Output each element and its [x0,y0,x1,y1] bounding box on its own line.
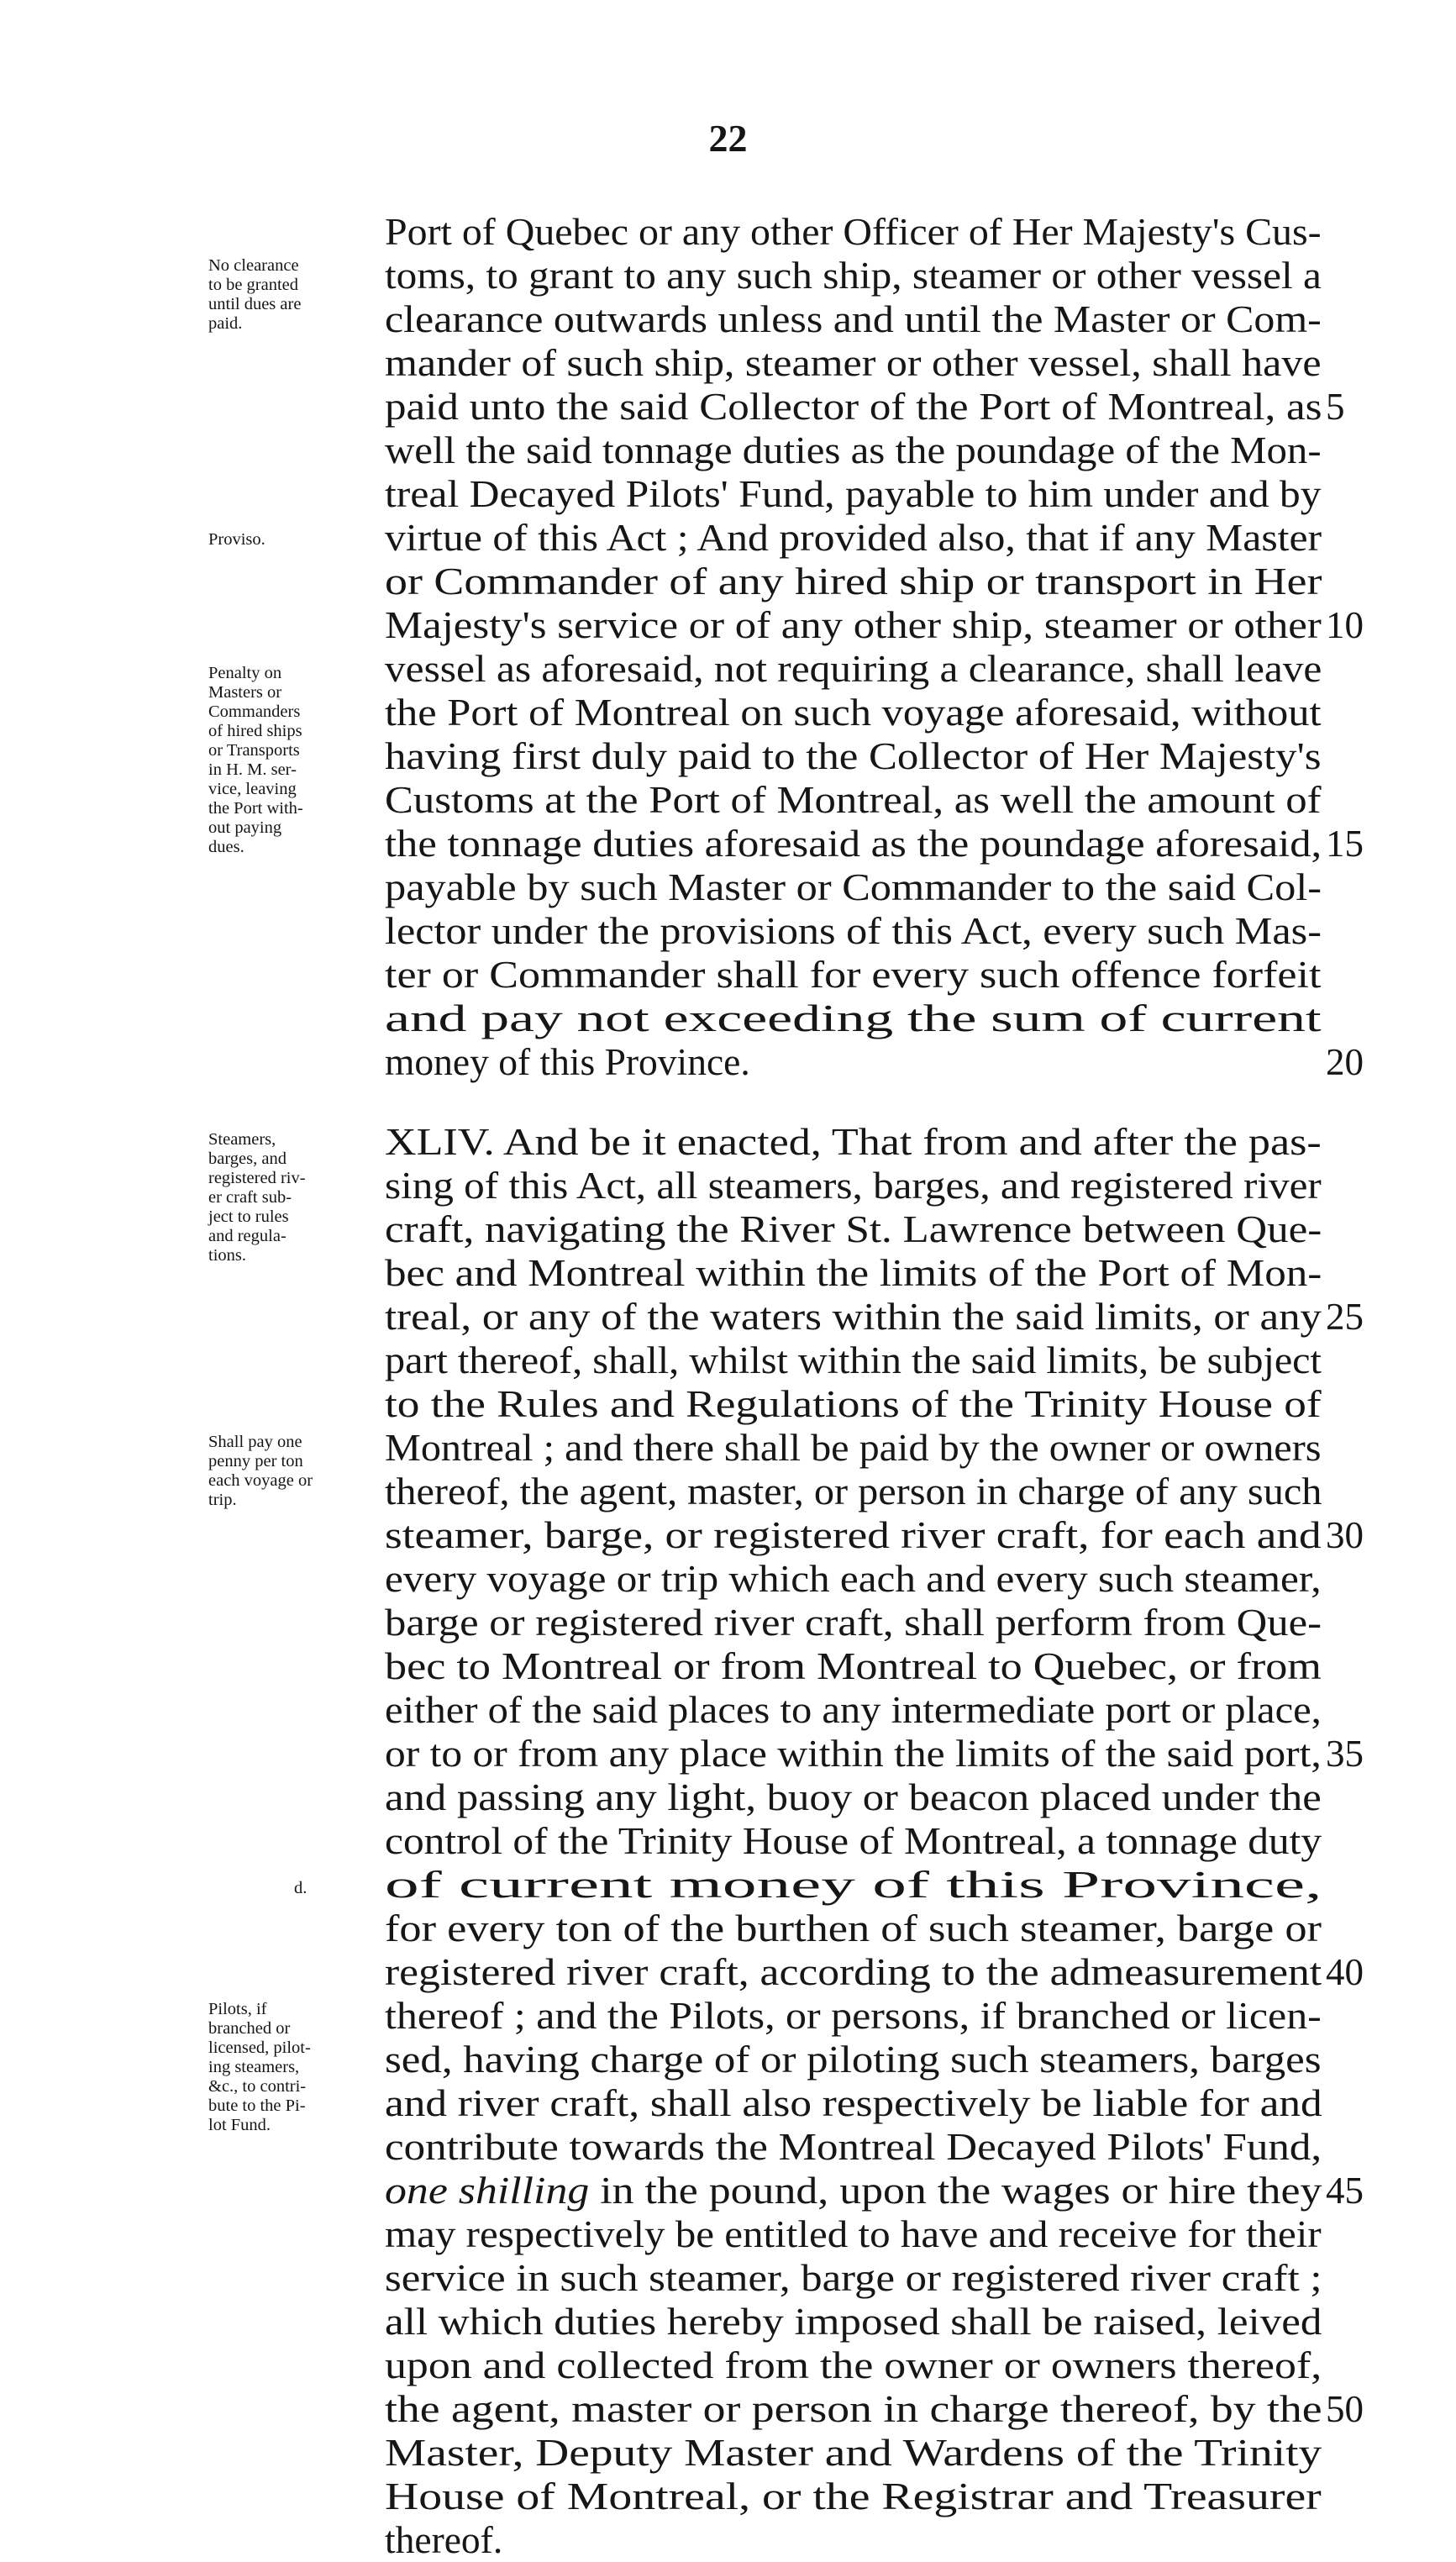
margin-note-line: until dues are [208,295,302,313]
text-line: ter or Commander shall for every such offence forfeit [385,953,1322,996]
margin-note-line: or Transports [208,741,300,760]
text-line: thereof, the agent, master, or person in charge of any such [385,1470,1322,1512]
text-line: Master, Deputy Master and Wardens of the Trinity [385,2431,1322,2474]
line-number: 15 [1326,823,1364,865]
margin-note-line: and regula- [208,1227,286,1245]
text-line: XLIV. And be it enacted, That from and after the pas- [385,1120,1322,1163]
margin-note-line: er craft sub- [208,1188,292,1207]
text-line: sing of this Act, all steamers, barges, and registered river [385,1164,1322,1207]
text-line: every voyage or trip which each and every such steamer, [385,1557,1322,1600]
text-line: and pay not exceeding the sum of current [385,997,1322,1039]
margin-note-line: Commanders [208,702,301,721]
margin-note-line: barges, and [208,1149,286,1168]
margin-note-line: of hired ships [208,722,302,740]
line-number: 50 [1326,2388,1364,2430]
text-line: vessel as aforesaid, not requiring a clearance, shall leave [385,647,1322,690]
margin-note-line: No clearance [208,256,299,275]
text-line: or Commander of any hired ship or transport in Her [385,560,1322,602]
margin-note-line: licensed, pilot- [208,2039,311,2057]
text-line: bec to Montreal or from Montreal to Quebec, or from [385,1644,1322,1687]
margin-note-line: paid. [208,314,243,333]
text-line: upon and collected from the owner or owners thereof, [385,2344,1322,2386]
margin-note-line: branched or [208,2019,291,2038]
margin-note-line: Penalty on [208,664,282,682]
margin-note-line: to be granted [208,276,299,294]
text-line: registered river craft, according to the admeasurement [385,1950,1322,1993]
margin-note-line: penny per ton [208,1452,303,1470]
text-line: part thereof, shall, whilst within the said limits, be subject [385,1339,1322,1381]
margin-note-line: Steamers, [208,1130,276,1149]
line-number: 45 [1326,2170,1364,2212]
margin-note-line: each voyage or [208,1471,313,1490]
text-line: and passing any light, buoy or beacon placed under the [385,1776,1322,1818]
margin-note-line: &c., to contri- [208,2077,307,2096]
text-line: Majesty's service or of any other ship, steamer or other [385,603,1322,646]
margin-note-line: d. [294,1879,307,1897]
text-line: payable by such Master or Commander to the said Col- [385,865,1322,908]
text-line: toms, to grant to any such ship, steamer or other vessel a [385,254,1322,297]
text-line: Port of Quebec or any other Officer of Her Majesty's Cus- [385,210,1322,253]
text-line: the agent, master or person in charge thereof, by the [385,2387,1322,2430]
text-line: service in such steamer, barge or registered river craft ; [385,2256,1322,2299]
text-line: the Port of Montreal on such voyage aforesaid, without [385,691,1322,734]
text-line: may respectively be entitled to have and receive for their [385,2212,1322,2255]
text-line: all which duties hereby imposed shall be raised, leived [385,2300,1322,2343]
margin-note-line: tions. [208,1246,246,1265]
line-number: 5 [1326,386,1345,428]
text-line: thereof ; and the Pilots, or persons, if branched or licen- [385,1994,1322,2037]
text-line: clearance outwards unless and until the Master or Com- [385,297,1322,340]
text-line: contribute towards the Montreal Decayed Pilots' Fund, [385,2125,1322,2168]
text-line: lector under the provisions of this Act, every such Mas- [385,909,1322,952]
text-line: mander of such ship, steamer or other vessel, shall have [385,341,1322,384]
line-number: 25 [1326,1296,1364,1338]
text-line: or to or from any place within the limits of the said port, [385,1732,1322,1775]
line-number: 10 [1326,604,1364,646]
text-line: virtue of this Act ; And provided also, that if any Master [385,516,1322,559]
margin-note-line: out paying [208,818,282,837]
text-line: money of this Province. [385,1040,750,1083]
margin-note-line: ject to rules [208,1207,289,1226]
page-number: 22 [708,117,748,160]
text-line: paid unto the said Collector of the Port of Montreal, as [385,385,1322,428]
text-line: House of Montreal, or the Registrar and Treasurer [385,2475,1322,2517]
text-line: for every ton of the burthen of such steamer, barge or [385,1907,1322,1949]
margin-note-line: Pilots, if [208,2000,267,2018]
text-line: bec and Montreal within the limits of the Port of Mon- [385,1251,1322,1294]
text-line: treal Decayed Pilots' Fund, payable to him under and by [385,472,1322,515]
line-number: 40 [1326,1951,1364,1993]
line-number: 35 [1326,1733,1364,1775]
text-line: well the said tonnage duties as the poundage of the Mon- [385,429,1322,471]
margin-note-line: lot Fund. [208,2116,271,2134]
text-line: either of the said places to any intermediate port or place, [385,1688,1322,1731]
text-line: thereof. [385,2518,503,2561]
text-line: and river craft, shall also respectively be liable for and [385,2081,1322,2124]
line-number: 20 [1326,1041,1364,1083]
text-line: sed, having charge of or piloting such steamers, barges [385,2038,1322,2081]
text-line: barge or registered river craft, shall perform from Que- [385,1601,1322,1644]
margin-note-line: trip. [208,1491,237,1509]
text-line: control of the Trinity House of Montreal, a tonnage duty [385,1819,1322,1862]
margin-note-line: the Port with- [208,799,303,818]
margin-note-line: bute to the Pi- [208,2096,306,2115]
text-line: of current money of this Province, [385,1863,1322,1906]
text-line: craft, navigating the River St. Lawrence between Que- [385,1207,1322,1250]
text-line: one shilling in the pound, upon the wages or hire they [385,2169,1322,2212]
text-line: Customs at the Port of Montreal, as well the amount of [385,778,1322,821]
margin-note-line: Proviso. [208,530,265,549]
margin-note-line: Shall pay one [208,1433,302,1451]
margin-note-line: dues. [208,838,244,856]
text-line: treal, or any of the waters within the said limits, or any [385,1295,1322,1338]
margin-note-line: Masters or [208,683,282,702]
text-line: to the Rules and Regulations of the Trinity House of [385,1382,1322,1425]
margin-note-line: vice, leaving [208,780,297,798]
text-line: having first duly paid to the Collector of Her Majesty's [385,734,1322,777]
margin-note-line: in H. M. ser- [208,760,297,779]
margin-note-line: registered riv- [208,1169,306,1187]
margin-note-line: ing steamers, [208,2058,300,2076]
line-number: 30 [1326,1514,1364,1556]
text-line: steamer, barge, or registered river craft, for each and [385,1513,1322,1556]
text-line: the tonnage duties aforesaid as the poundage aforesaid, [385,822,1322,865]
text-line: Montreal ; and there shall be paid by the owner or owners [385,1426,1322,1469]
